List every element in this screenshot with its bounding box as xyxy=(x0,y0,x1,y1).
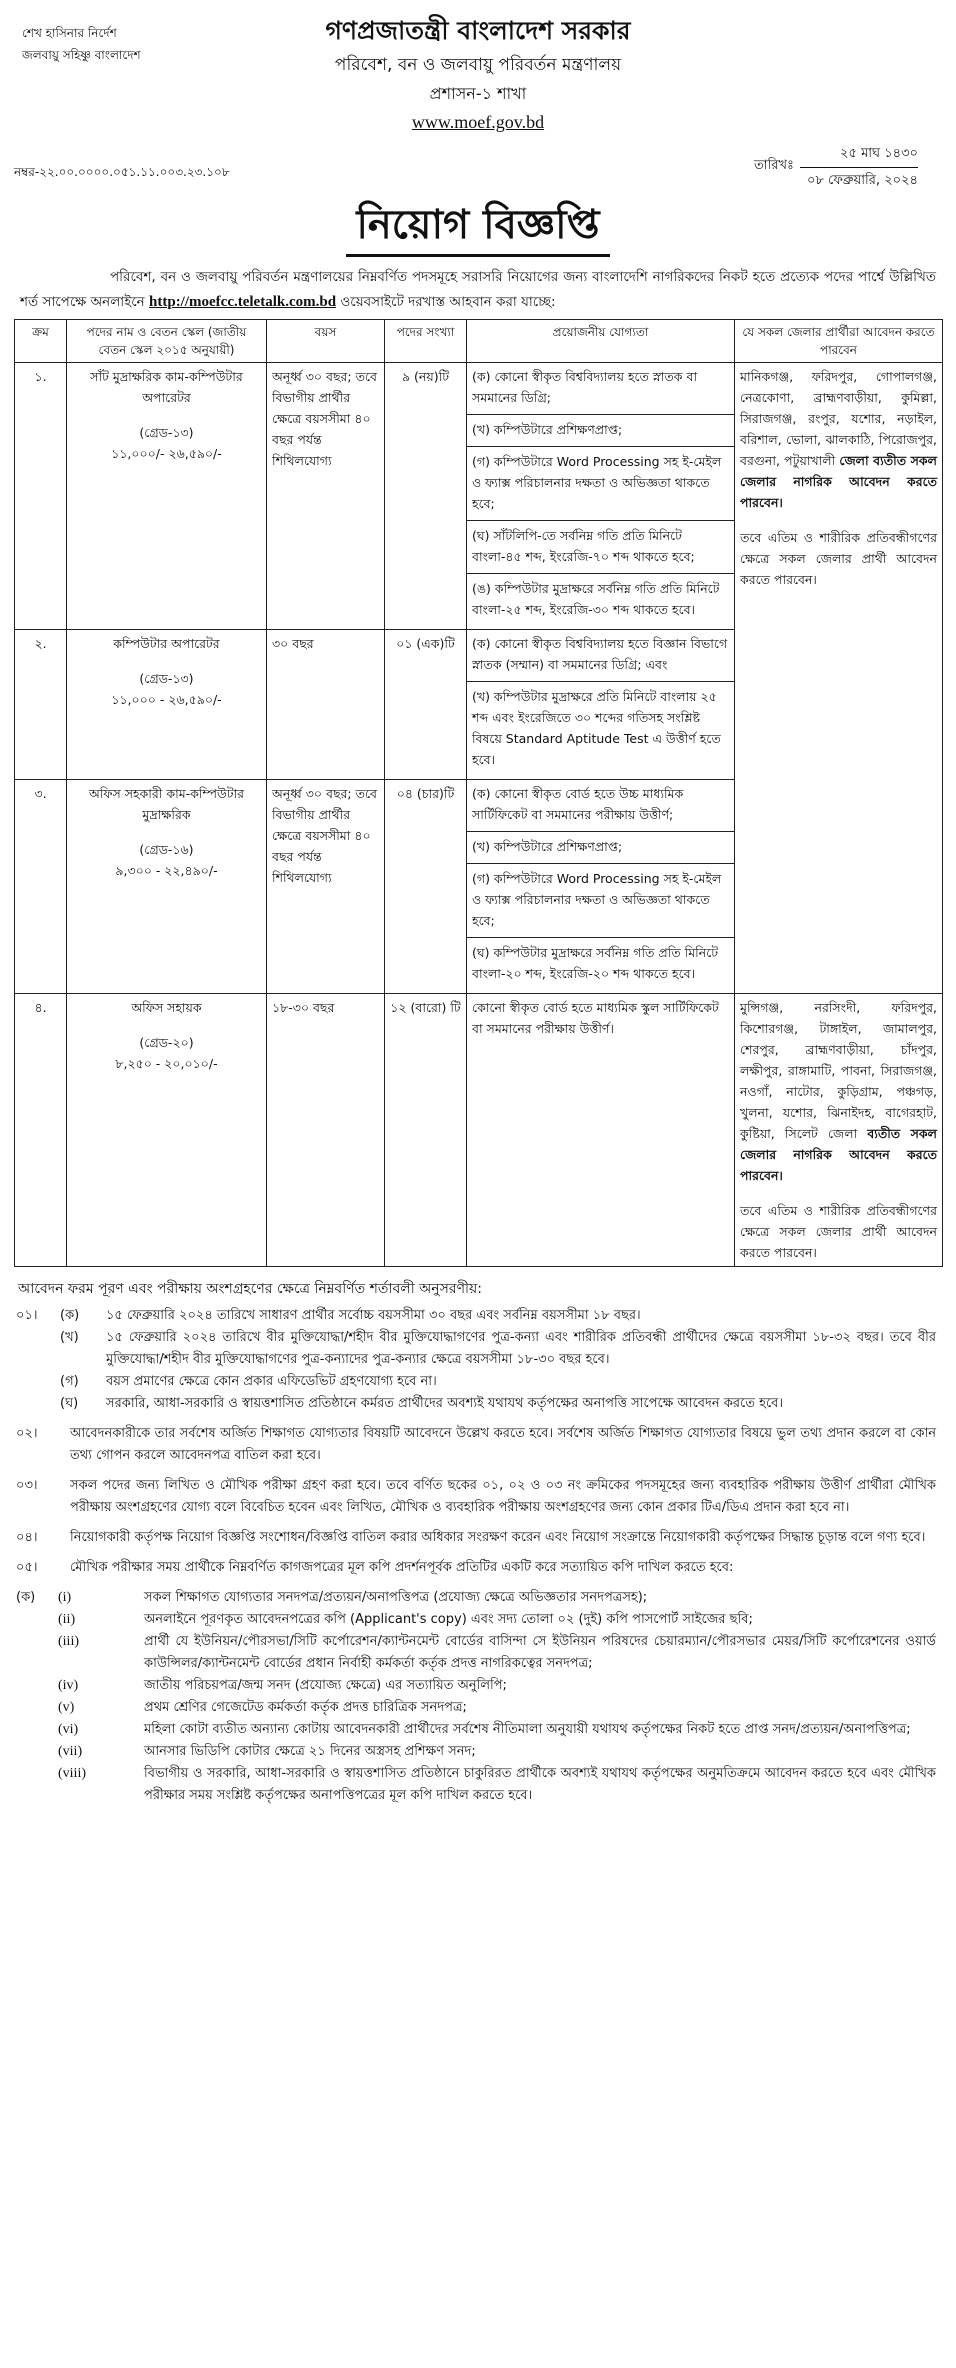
condition-text: নিয়োগকারী কর্তৃপক্ষ নিয়োগ বিজ্ঞপ্তি সংশোধন/বিজ্ঞপ্তি বাতিল করার অধিকার সংরক্ষণ করেন এবং নিয়োগ সংক্রান্তে নিয়োগকারী কর্তৃপক্ষের সিদ্ধান্ত চূড়ান্ত বলে গণ্য হবে। xyxy=(70,1530,926,1545)
row-post xyxy=(67,363,267,630)
row-serial: ২. xyxy=(15,630,67,780)
document-text: প্রার্থী যে ইউনিয়ন/পৌরসভা/সিটি কর্পোরেশন/ক্যান্টনমেন্ট বোর্ডের বাসিন্দা সে ইউনিয়ন পরিষদের চেয়ারম্যান/পৌরসভার মেয়র/সিটি কর্পোরেশনের ওয়ার্ড কাউন্সিলর/ক্যান্টনমেন্ট বোর্ডের প্রধান নির্বাহী কর্মকর্তা কর্তৃক প্রদত্ত নাগরিকত্বের সনদপত্র; xyxy=(144,1634,936,1671)
row-count: ৯ (নয়)টি xyxy=(385,363,467,630)
post-title: অফিস সহায়ক xyxy=(131,1000,202,1015)
date-english: ০৮ ফেব্রুয়ারি, ২০২৪ xyxy=(807,173,918,188)
documents-label: (ক) xyxy=(16,1590,36,1605)
row-qualifications xyxy=(467,363,735,630)
date-block xyxy=(754,142,918,192)
districts-exception-note: তবে এতিম ও শারীরিক প্রতিবন্ধীগণের ক্ষেত্রে সকল জেলার প্রার্থী আবেদন করতে পারবেন। xyxy=(740,1203,937,1260)
motto xyxy=(22,22,141,66)
date-label: তারিখঃ xyxy=(754,158,794,173)
memo-row xyxy=(14,142,942,194)
condition-item xyxy=(14,1305,942,1415)
condition-number: ০১। xyxy=(16,1308,38,1323)
intro-text: পরিবেশ, বন ও জলবায়ু পরিবর্তন মন্ত্রণালয়ের নিম্নবর্ণিত পদসমূহে সরাসরি নিয়োগের জন্য বাংলাদেশি নাগরিকদের নিকট হতে প্রত্যেক পদের পার্শ্বে উল্লিখিত শর্ত সাপেক্ষে অনলাইনে xyxy=(20,269,936,310)
letterhead xyxy=(14,0,942,136)
post-title: সাঁট মুদ্রাক্ষরিক কাম-কম্পিউটার অপারেটর xyxy=(90,369,243,405)
districts-exception-note: তবে এতিম ও শারীরিক প্রতিবন্ধীগণের ক্ষেত্রে সকল জেলার প্রার্থী আবেদন করতে পারবেন। xyxy=(740,530,937,587)
post-scale: ১১,০০০/- ২৬,৫৯০/- xyxy=(111,446,222,461)
memo-number: নম্বর-২২.০০.০০০০.০৫১.১১.০০৩.২৩.১০৮ xyxy=(14,165,230,179)
qualification-item: (খ) কম্পিউটার মুদ্রাক্ষরে প্রতি মিনিটে বাংলায় ২৫ শব্দ এবং ইংরেজিতে ৩০ শব্দের গতিসহ সংশ্লিষ্ট বিষয়ে Standard Aptitude Test এ উত্তীর্ণ হতে হবে। xyxy=(467,681,734,776)
table-row xyxy=(15,994,943,1267)
motto-line: শেখ হাসিনার নির্দেশ xyxy=(22,26,117,40)
document-numeral: (ii) xyxy=(58,1612,76,1627)
posts-table xyxy=(14,319,943,1267)
document-text: জাতীয় পরিচয়পত্র/জন্ম সনদ (প্রযোজ্য ক্ষেত্রে) এর সত্যায়িত অনুলিপি; xyxy=(144,1678,507,1693)
document-numeral: (v) xyxy=(58,1700,75,1715)
row-post xyxy=(67,994,267,1267)
condition-number: ০৩। xyxy=(16,1478,38,1493)
document-text: মহিলা কোটা ব্যতীত অন্যান্য কোটায় আবেদনকারী প্রার্থীদের সর্বশেষ নীতিমালা অনুযায়ী যথাযথ কর্তৃপক্ষের নিকট হতে প্রাপ্ত সনদ/প্রত্যয়ন/অনাপত্তিপত্র; xyxy=(144,1722,911,1737)
row-qualifications xyxy=(467,994,735,1267)
application-link[interactable]: http://moefcc.teletalk.com.bd xyxy=(149,294,337,310)
header-post: পদের নাম ও বেতন স্কেল (জাতীয় বেতন স্কেল ২০১৫ অনুযায়ী) xyxy=(67,320,267,363)
conditions-heading: আবেদন ফরম পূরণ এবং পরীক্ষায় অংশগ্রহণের ক্ষেত্রে নিম্নবর্ণিত শর্তাবলী অনুসরণীয়: xyxy=(18,1281,483,1297)
row-age: অনূর্ধ্ব ৩০ বছর; তবে বিভাগীয় প্রার্থীর ক্ষেত্রে বয়সসীমা ৪০ বছর পর্যন্ত শিথিলযোগ্য xyxy=(267,363,385,630)
row-districts xyxy=(735,363,943,994)
condition-sub-label: (ক) xyxy=(60,1308,80,1323)
ministry-name: পরিবেশ, বন ও জলবায়ু পরিবর্তন মন্ত্রণালয় xyxy=(334,55,622,75)
post-grade: (গ্রেড-১৩) xyxy=(139,425,194,440)
row-count: ০৪ (চার)টি xyxy=(385,780,467,994)
row-post xyxy=(67,780,267,994)
document-text: প্রথম শ্রেণির গেজেটেড কর্মকর্তা কর্তৃক প্রদত্ত চারিত্রিক সনদপত্র; xyxy=(144,1700,467,1715)
document-numeral: (vi) xyxy=(58,1722,79,1737)
wing-name: প্রশাসন-১ শাখা xyxy=(429,84,527,103)
districts-excluded-note: ব্যতীত সকল জেলার নাগরিক আবেদন করতে পারবেন। xyxy=(740,1126,937,1183)
qualification-item: (ঙ) কম্পিউটার মুদ্রাক্ষরে সর্বনিম্ন গতি প্রতি মিনিটে বাংলা-২৫ শব্দ, ইংরেজি-৩০ শব্দ থাকতে হবে। xyxy=(467,573,734,626)
row-count: ১২ (বারো) টি xyxy=(385,994,467,1267)
website-link[interactable]: www.moef.gov.bd xyxy=(411,112,545,132)
document-numeral: (vii) xyxy=(58,1744,83,1759)
document-numeral: (i) xyxy=(58,1590,72,1605)
condition-sub-label: (খ) xyxy=(60,1330,79,1345)
post-grade: (গ্রেড-২০) xyxy=(139,1035,194,1050)
row-qualifications xyxy=(467,630,735,780)
districts-excluded-note: জেলা ব্যতীত সকল জেলার নাগরিক আবেদন করতে পারবেন। xyxy=(740,453,937,510)
qualification-item: (খ) কম্পিউটারে প্রশিক্ষণপ্রাপ্ত; xyxy=(467,831,734,863)
header-count: পদের সংখ্যা xyxy=(385,320,467,363)
qualification-item: কোনো স্বীকৃত বোর্ড হতে মাধ্যমিক স্কুল সার্টিফিকেট বা সমমানের পরীক্ষায় উত্তীর্ণ। xyxy=(472,1000,719,1036)
districts-list: মানিকগঞ্জ, ফরিদপুর, গোপালগঞ্জ, নেত্রকোণা, ব্রাহ্মণবাড়ীয়া, কুমিল্লা, সিরাজগঞ্জ, রংপুর, যশোর, নড়াইল, বরিশাল, ভোলা, ঝালকাঠি, পিরোজপুর, বরগুনা, পটুয়াখালী xyxy=(740,369,937,468)
condition-item xyxy=(14,1475,942,1519)
qualification-item: (ঘ) কম্পিউটার মুদ্রাক্ষরে সর্বনিম্ন গতি প্রতি মিনিটে বাংলা-২০ শব্দ, ইংরেজি-২০ শব্দ থাকতে হবে। xyxy=(467,937,734,990)
qualification-item: (গ) কম্পিউটারে Word Processing সহ ই-মেইল ও ফ্যাক্স পরিচালনার দক্ষতা ও অভিজ্ঞতা থাকতে হবে; xyxy=(467,446,734,520)
document-text: বিভাগীয় ও সরকারি, আধা-সরকারি ও স্বায়ত্তশাসিত প্রতিষ্ঠানে চাকুরিরত প্রার্থীকে অবশ্যই যথাযথ কর্তৃপক্ষের অনুমতিক্রমে আবেদন করতে হবে এবং মৌখিক পরীক্ষার সময় সংশ্লিষ্ট কর্তৃপক্ষের অনাপত্তিপত্রের মূল কপি দাখিল করতে হবে। xyxy=(144,1766,936,1803)
row-age: অনূর্ধ্ব ৩০ বছর; তবে বিভাগীয় প্রার্থীর ক্ষেত্রে বয়সসীমা ৪০ বছর পর্যন্ত শিথিলযোগ্য xyxy=(267,780,385,994)
condition-number: ০৫। xyxy=(16,1560,38,1575)
post-grade: (গ্রেড-১৬) xyxy=(139,842,194,857)
header-age: বয়স xyxy=(267,320,385,363)
condition-number: ০৪। xyxy=(16,1530,38,1545)
post-title: অফিস সহকারী কাম-কম্পিউটার মুদ্রাক্ষরিক xyxy=(88,786,245,822)
condition-item xyxy=(14,1557,942,1579)
header-serial: ক্রম xyxy=(15,320,67,363)
table-row xyxy=(15,363,943,630)
qualification-item: (ক) কোনো স্বীকৃত বিশ্ববিদ্যালয় হতে স্নাতক বা সমমানের ডিগ্রি; xyxy=(472,369,698,405)
date-bangla: ২৫ মাঘ ১৪৩০ xyxy=(800,142,918,168)
table-header-row xyxy=(15,320,943,363)
districts-list: মুন্সিগঞ্জ, নরসিংদী, ফরিদপুর, কিশোরগঞ্জ, টাঙ্গাইল, জামালপুর, শেরপুর, ব্রাহ্মণবাড়ীয়া, চাঁদপুর, লক্ষীপুর, রাঙ্গামাটি, পাবনা, সিরাজগঞ্জ, নওগাঁ, নাটোর, কুড়িগ্রাম, পঞ্চগড়, খুলনা, যশোর, ঝিনাইদহ, বাগেরহাট, কুষ্টিয়া, সিলেট জেলা xyxy=(740,1000,937,1141)
qualification-item: (খ) কম্পিউটারে প্রশিক্ষণপ্রাপ্ত; xyxy=(467,414,734,446)
header-districts: যে সকল জেলার প্রার্থীরা আবেদন করতে পারবেন xyxy=(735,320,943,363)
row-districts xyxy=(735,994,943,1267)
row-serial: ৪. xyxy=(15,994,67,1267)
condition-text: সকল পদের জন্য লিখিত ও মৌখিক পরীক্ষা গ্রহণ করা হবে। তবে বর্ণিত ছকের ০১, ০২ ও ০৩ নং ক্রমিকের পদসমূহের জন্য ব্যবহারিক পরীক্ষায় উত্তীর্ণ প্রার্থীরা মৌখিক পরীক্ষায় অংশগ্রহণের যোগ্য বলে বিবেচিত হবেন এবং লিখিত, মৌখিক ও ব্যবহারিক পরীক্ষায় অংশগ্রহণের জন্য কোন প্রকার টিএ/ডিএ প্রদান করা হবে না। xyxy=(70,1478,936,1515)
row-count: ০১ (এক)টি xyxy=(385,630,467,780)
document-text: সকল শিক্ষাগত যোগ্যতার সনদপত্র/প্রত্যয়ন/অনাপত্তিপত্র (প্রযোজ্য ক্ষেত্রে অভিজ্ঞতার সনদপত্রসহ); xyxy=(144,1590,648,1605)
row-age: ১৮-৩০ বছর xyxy=(267,994,385,1267)
condition-sub-label: (গ) xyxy=(60,1374,79,1389)
row-qualifications xyxy=(467,780,735,994)
condition-text: বয়স প্রমাণের ক্ষেত্রে কোন প্রকার এফিডেভিট গ্রহণযোগ্য হবে না। xyxy=(106,1374,437,1389)
intro-paragraph xyxy=(20,265,936,315)
government-name: গণপ্রজাতন্ত্রী বাংলাদেশ সরকার xyxy=(325,16,631,45)
document-text: আনসার ভিডিপি কোটার ক্ষেত্রে ২১ দিনের অস্ত্রসহ প্রশিক্ষণ সনদ; xyxy=(144,1744,476,1759)
condition-item xyxy=(14,1527,942,1549)
documents-list xyxy=(14,1587,942,1807)
condition-text: সরকারি, আধা-সরকারি ও স্বায়ত্তশাসিত প্রতিষ্ঠানে কর্মরত প্রার্থীদের অবশ্যই যথাযথ কর্তৃপক্ষের অনাপত্তি সাপেক্ষে আবেদন করতে হবে। xyxy=(106,1396,784,1411)
post-grade: (গ্রেড-১৩) xyxy=(139,671,194,686)
qualification-item: (গ) কম্পিউটারে Word Processing সহ ই-মেইল ও ফ্যাক্স পরিচালনার দক্ষতা ও অভিজ্ঞতা থাকতে হবে; xyxy=(467,863,734,937)
document-numeral: (viii) xyxy=(58,1766,86,1781)
condition-number: ০২। xyxy=(16,1426,38,1441)
row-post xyxy=(67,630,267,780)
condition-text: ১৫ ফেব্রুয়ারি ২০২৪ তারিখে বীর মুক্তিযোদ্ধা/শহীদ বীর মুক্তিযোদ্ধাগণের পুত্র-কন্যা এবং শারীরিক প্রতিবন্ধী প্রার্থীদের ক্ষেত্রে বয়সসীমা ১৮-৩২ বছর। তবে বীর মুক্তিযোদ্ধা/শহীদ বীর মুক্তিযোদ্ধাগণের পুত্র-কন্যাদের পুত্র-কন্যার ক্ষেত্রে বয়সসীমা ১৮-৩০ বছর হবে। xyxy=(106,1330,936,1367)
qualification-item: (ক) কোনো স্বীকৃত বিশ্ববিদ্যালয় হতে বিজ্ঞান বিভাগে স্নাতক (সম্মান) বা সমমানের ডিগ্রি; এবং xyxy=(472,636,728,672)
condition-text: মৌখিক পরীক্ষার সময় প্রার্থীকে নিম্নবর্ণিত কাগজপত্রের মূল কপি প্রদর্শনপূর্বক প্রতিটির একটি করে সত্যায়িত কপি দাখিল করতে হবে: xyxy=(70,1560,734,1575)
header-qualification: প্রয়োজনীয় যোগ্যতা xyxy=(467,320,735,363)
condition-text: আবেদনকারীকে তার সর্বশেষ অর্জিত শিক্ষাগত যোগ্যতার বিষয়টি আবেদনে উল্লেখ করতে হবে। সর্বশেষ অর্জিত শিক্ষাগত যোগ্যতার বিষয়ে ভুল তথ্য প্রদান করলে বা কোন তথ্য গোপন করলে আবেদনপত্র বাতিল করা হবে। xyxy=(70,1426,936,1463)
condition-item xyxy=(14,1423,942,1467)
row-age: ৩০ বছর xyxy=(267,630,385,780)
condition-sub-label: (ঘ) xyxy=(60,1396,79,1411)
motto-line: জলবায়ু সহিষ্ণু বাংলাদেশ xyxy=(22,48,141,62)
post-scale: ৯,৩০০ - ২২,৪৯০/- xyxy=(115,863,218,878)
document-numeral: (iii) xyxy=(58,1634,79,1649)
qualification-item: (ঘ) সাঁটলিপি-তে সর্বনিম্ন গতি প্রতি মিনিটে বাংলা-৪৫ শব্দ, ইংরেজি-৭০ শব্দ থাকতে হবে; xyxy=(467,520,734,573)
document-text: অনলাইনে পূরণকৃত আবেদনপত্রের কপি (Applicant's copy) এবং সদ্য তোলা ০২ (দুই) কপি পাসপোর্ট সাইজের ছবি; xyxy=(144,1612,753,1627)
post-scale: ১১,০০০ - ২৬,৫৯০/- xyxy=(111,692,222,707)
document-numeral: (iv) xyxy=(58,1678,79,1693)
row-serial: ১. xyxy=(15,363,67,630)
post-title: কম্পিউটার অপারেটর xyxy=(113,636,220,651)
intro-text-after: ওয়েবসাইটে দরখাস্ত আহবান করা যাচ্ছে: xyxy=(340,294,556,310)
post-scale: ৮,২৫০ - ২০,০১০/- xyxy=(115,1056,218,1071)
notice-title: নিয়োগ বিজ্ঞপ্তি xyxy=(346,198,609,257)
row-serial: ৩. xyxy=(15,780,67,994)
condition-text: ১৫ ফেব্রুয়ারি ২০২৪ তারিখে সাধারণ প্রার্থীর সর্বোচ্চ বয়সসীমা ৩০ বছর এবং সর্বনিম্ন বয়সসীমা ১৮ বছর। xyxy=(106,1308,641,1323)
qualification-item: (ক) কোনো স্বীকৃত বোর্ড হতে উচ্চ মাধ্যমিক সার্টিফিকেট বা সমমানের পরীক্ষায় উত্তীর্ণ; xyxy=(472,786,684,822)
